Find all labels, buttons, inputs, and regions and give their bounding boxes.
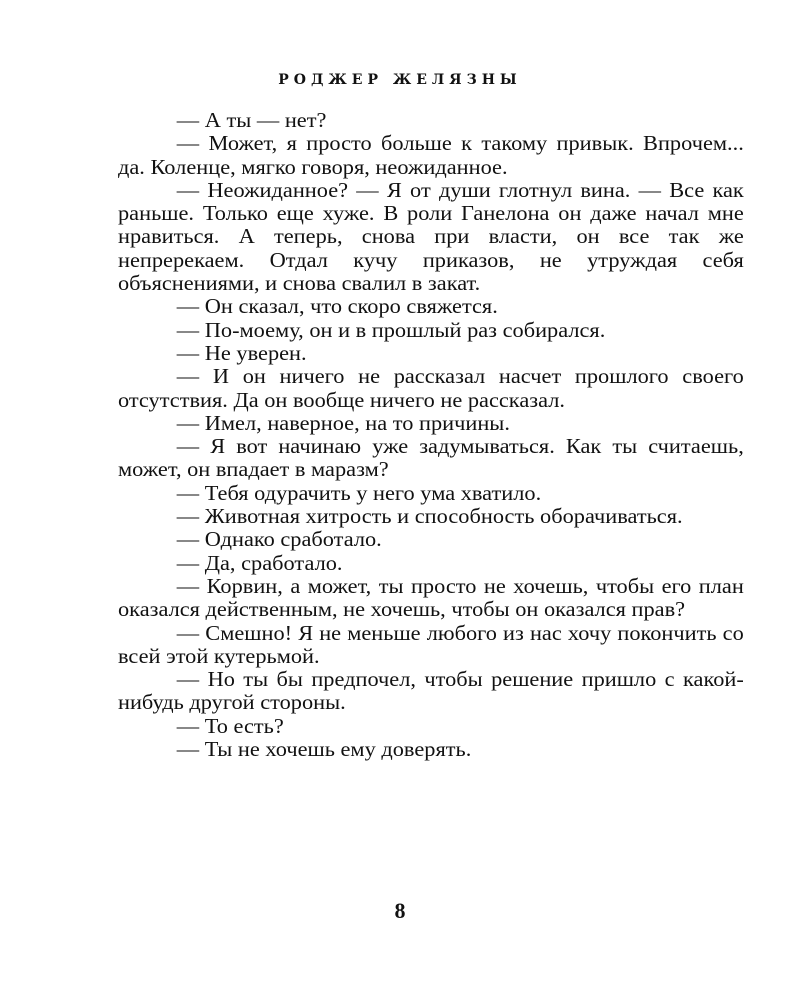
paragraph: — Может, я просто больше к такому привык. Впрочем... да. Коленце, мягко говоря, неожиданное. <box>118 131 744 179</box>
paragraph: — Но ты бы предпочел, чтобы решение пришло с какой-нибудь другой стороны. <box>118 667 744 715</box>
paragraph: — Тебя одурачить у него ума хватило. <box>176 480 542 505</box>
body-text <box>118 109 744 761</box>
paragraph: — И он ничего не рассказал насчет прошлого своего отсутствия. Да он вообще ничего не рассказал. <box>118 364 744 412</box>
paragraph: — Он сказал, что скоро свяжется. <box>176 294 498 319</box>
paragraph: — Да, сработало. <box>176 550 343 575</box>
paragraph: — Я вот начинаю уже задумываться. Как ты считаешь, может, он впадает в маразм? <box>118 434 744 482</box>
paragraph: — Неожиданное? — Я от души глотнул вина. — Все как раньше. Только еще хуже. В роли Ганелона он даже начал мне нравиться. А теперь, снова при власти, он все так же непререкаем. Отдал кучу приказов, не утруждая себя объяснениями, и снова свалил в закат. <box>118 177 744 296</box>
page-number: 8 <box>394 898 406 923</box>
paragraph: — Имел, наверное, на то причины. <box>176 410 510 435</box>
paragraph: — Однако сработало. <box>176 527 382 552</box>
running-head-author: РОДЖЕР ЖЕЛЯЗНЫ <box>278 72 522 88</box>
paragraph: — Не уверен. <box>176 340 307 365</box>
paragraph: — Животная хитрость и способность оборачиваться. <box>176 504 683 529</box>
paragraph: — По-моему, он и в прошлый раз собирался. <box>176 317 606 342</box>
paragraph: — То есть? <box>176 713 284 738</box>
paragraph: — Ты не хочешь ему доверять. <box>176 737 472 762</box>
paragraph: — А ты — нет? <box>176 108 327 132</box>
paragraph: — Смешно! Я не меньше любого из нас хочу покончить со всей этой кутерьмой. <box>118 620 744 668</box>
paragraph: — Корвин, а может, ты просто не хочешь, чтобы его план оказался действенным, не хочешь, чтобы он оказался прав? <box>118 573 744 622</box>
